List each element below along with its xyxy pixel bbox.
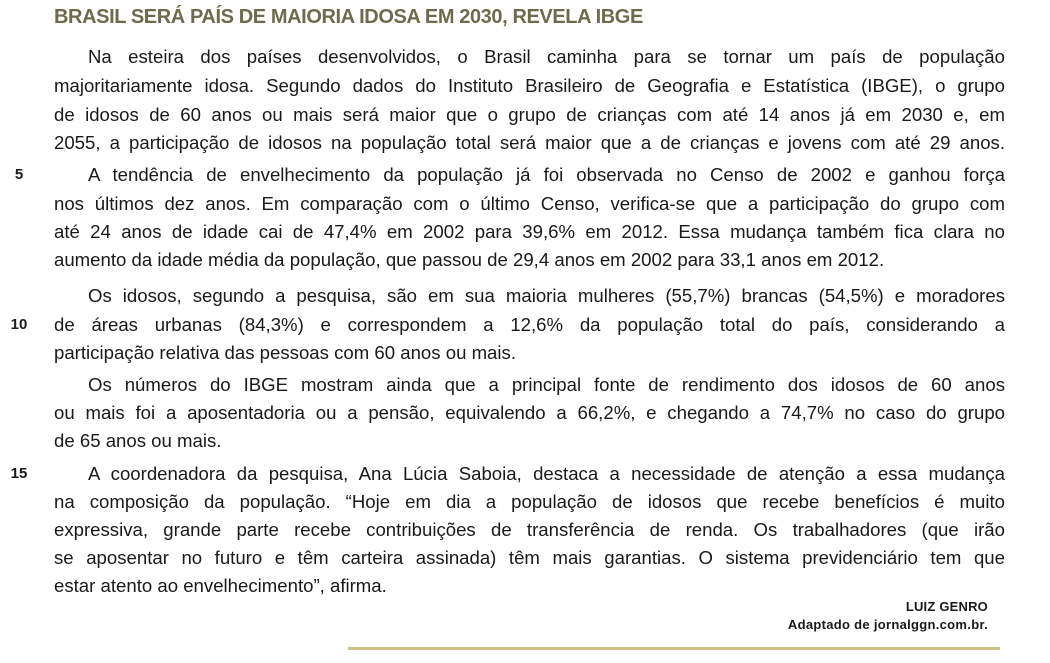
article-title: BRASIL SERÁ PAÍS DE MAIORIA IDOSA EM 2030, REVELA IBGE [54, 6, 643, 28]
text-line: na composição da população. “Hoje em dia a população de idosos que recebe benefícios é muito [54, 491, 1005, 512]
text-line: nos últimos dez anos. Em comparação com o último Censo, verifica-se que a participação do grupo com [54, 193, 1005, 214]
text-line: Na esteira dos países desenvolvidos, o Brasil caminha para se tornar um país de população [88, 46, 1005, 67]
text-line: de idosos de 60 anos ou mais será maior que o grupo de crianças com até 14 anos já em 2030 e, em [54, 104, 1005, 125]
text-line: aumento da idade média da população, que passou de 29,4 anos em 2002 para 33,1 anos em 2012. [54, 249, 885, 270]
text-line: A coordenadora da pesquisa, Ana Lúcia Saboia, destaca a necessidade de atenção a essa mudança [88, 463, 1005, 484]
text-line: A tendência de envelhecimento da população já foi observada no Censo de 2002 e ganhou força [88, 164, 1005, 185]
text-line: estar atento ao envelhecimento”, afirma. [54, 575, 387, 596]
text-line: expressiva, grande parte recebe contribuições de transferência de renda. Os trabalhadores (que irão [54, 519, 1005, 540]
text-line: até 24 anos de idade cai de 47,4% em 2002 para 39,6% em 2012. Essa mudança também fica clara no [54, 221, 1005, 242]
bottom-rule [348, 647, 1000, 650]
text-line: majoritariamente idosa. Segundo dados do Instituto Brasileiro de Geografia e Estatística (IBGE), o grupo [54, 75, 1005, 96]
text-line: se aposentar no futuro e têm carteira assinada) têm mais garantias. O sistema previdenciário tem que [54, 547, 1005, 568]
text-line: Os números do IBGE mostram ainda que a principal fonte de rendimento dos idosos de 60 anos [88, 374, 1005, 395]
line-number: 5 [14, 166, 24, 183]
author-name: LUIZ GENRO [905, 599, 988, 614]
source-credit: Adaptado de jornalggn.com.br. [787, 617, 988, 632]
text-line: participação relativa das pessoas com 60 anos ou mais. [54, 342, 516, 363]
text-line: Os idosos, segundo a pesquisa, são em sua maioria mulheres (55,7%) brancas (54,5%) e moradores [88, 285, 1005, 306]
line-number: 15 [10, 465, 28, 482]
text-line: ou mais foi a aposentadoria ou a pensão, equivalendo a 66,2%, e chegando a 74,7% no caso do grupo [54, 402, 1005, 423]
text-line: de 65 anos ou mais. [54, 430, 222, 451]
line-number: 10 [10, 316, 28, 333]
text-line: 2055, a participação de idosos na população total será maior que a de crianças e jovens com até 29 anos. [54, 132, 1005, 153]
text-line: de áreas urbanas (84,3%) e correspondem a 12,6% da população total do país, considerando a [54, 314, 1005, 335]
